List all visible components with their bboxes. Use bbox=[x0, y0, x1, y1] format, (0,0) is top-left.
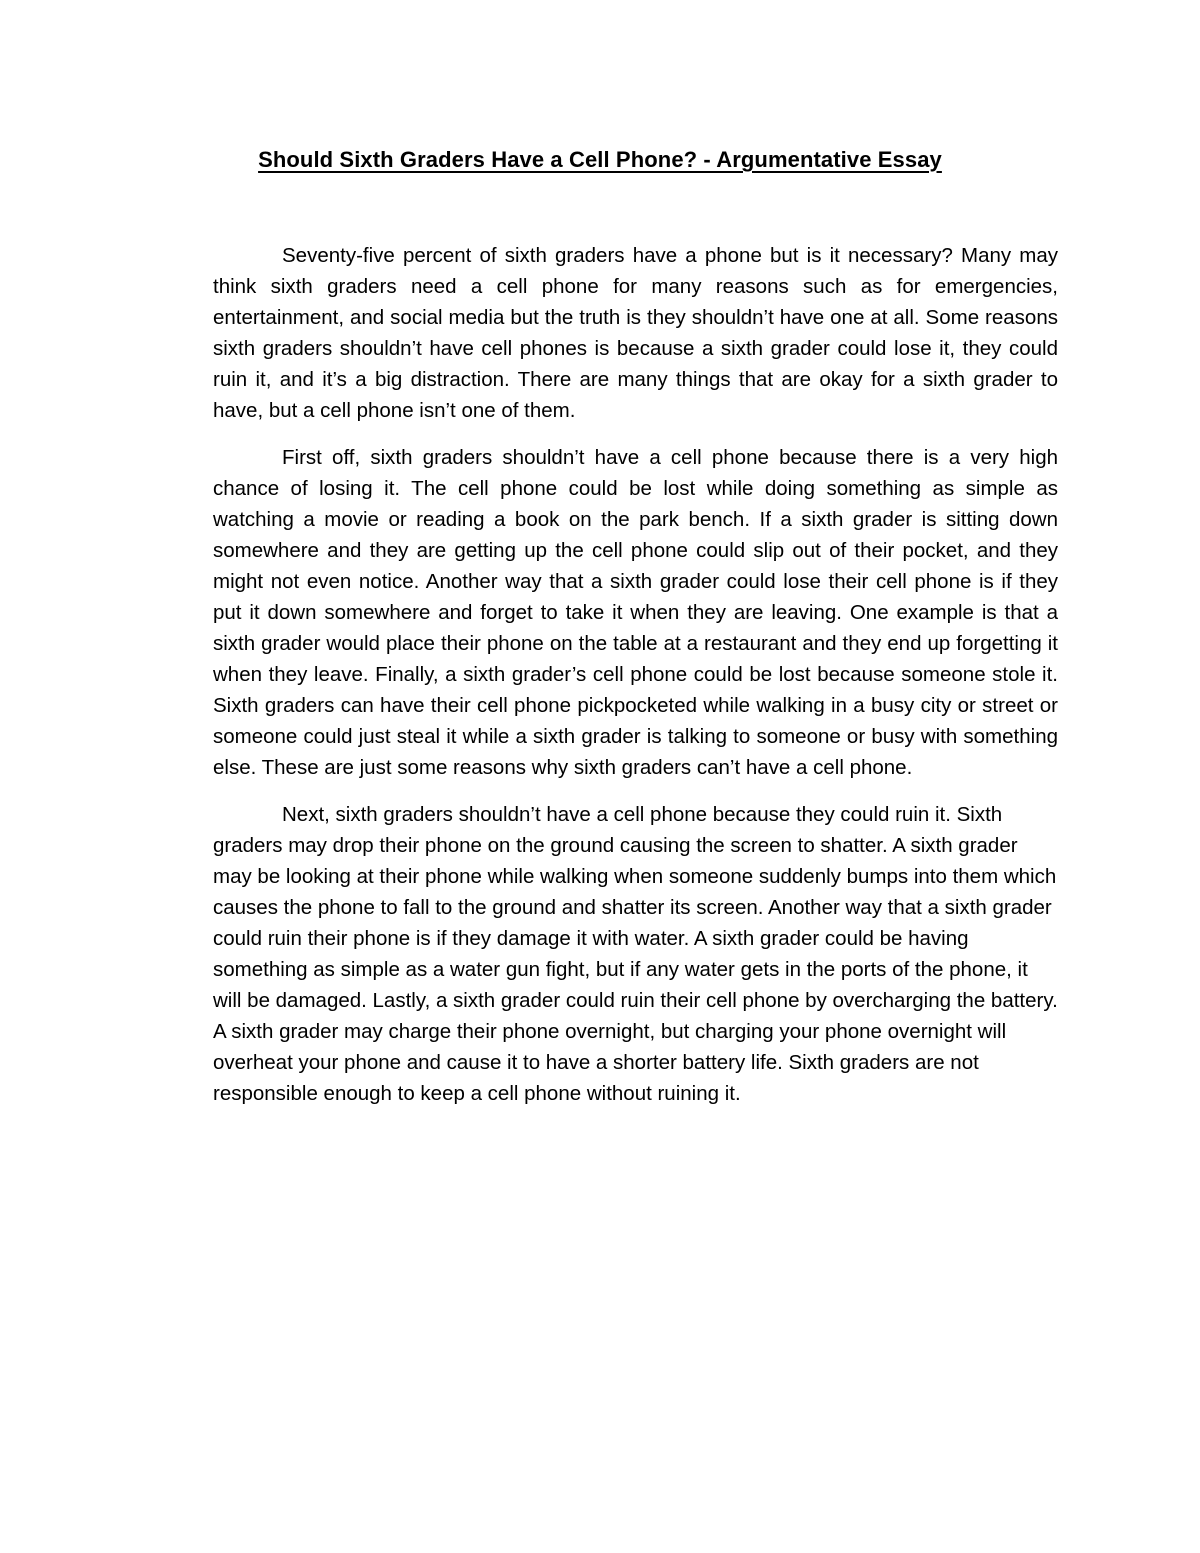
paragraph-losing-phone: First off, sixth graders shouldn’t have a cell phone because there is a very high chance of losing it. The cell phone could be lost while doing something as simple as watching a movie or reading a book on the park bench. If a sixth grader is sitting down somewhere and they are getting up the cell phone could slip out of their pocket, and they might not even notice. Another way that a sixth grader could lose their cell phone is if they put it down somewhere and forget to take it when they are leaving. One example is that a sixth grader would place their phone on the table at a restaurant and they end up forgetting it when they leave. Finally, a sixth grader’s cell phone could be lost because someone stole it. Sixth graders can have their cell phone pickpocketed while walking in a busy city or street or someone could just steal it while a sixth grader is talking to someone or busy with something else. These are just some reasons why sixth graders can’t have a cell phone. bbox=[213, 446, 1058, 779]
essay-body bbox=[213, 240, 1058, 1125]
paragraph-introduction: Seventy-five percent of sixth graders have a phone but is it necessary? Many may think sixth graders need a cell phone for many reasons such as for emergencies, entertainment, and social media but the truth is they shouldn’t have one at all. Some reasons sixth graders shouldn’t have cell phones is because a sixth grader could lose it, they could ruin it, and it’s a big distraction. There are many things that are okay for a sixth grader to have, but a cell phone isn’t one of them. bbox=[213, 244, 1058, 422]
essay-title: Should Sixth Graders Have a Cell Phone? - Argumentative Essay bbox=[258, 147, 942, 172]
paragraph-ruining-phone: Next, sixth graders shouldn’t have a cell phone because they could ruin it. Sixth graders may drop their phone on the ground causing the screen to shatter. A sixth grader may be looking at their phone while walking when someone suddenly bumps into them which causes the phone to fall to the ground and shatter its screen. Another way that a sixth grader could ruin their phone is if they damage it with water. A sixth grader could be having something as simple as a water gun fight, but if any water gets in the ports of the phone, it will be damaged. Lastly, a sixth grader could ruin their cell phone by overcharging the battery. A sixth grader may charge their phone overnight, but charging your phone overnight will overheat your phone and cause it to have a shorter battery life. Sixth graders are not responsible enough to keep a cell phone without ruining it. bbox=[213, 803, 1058, 1105]
